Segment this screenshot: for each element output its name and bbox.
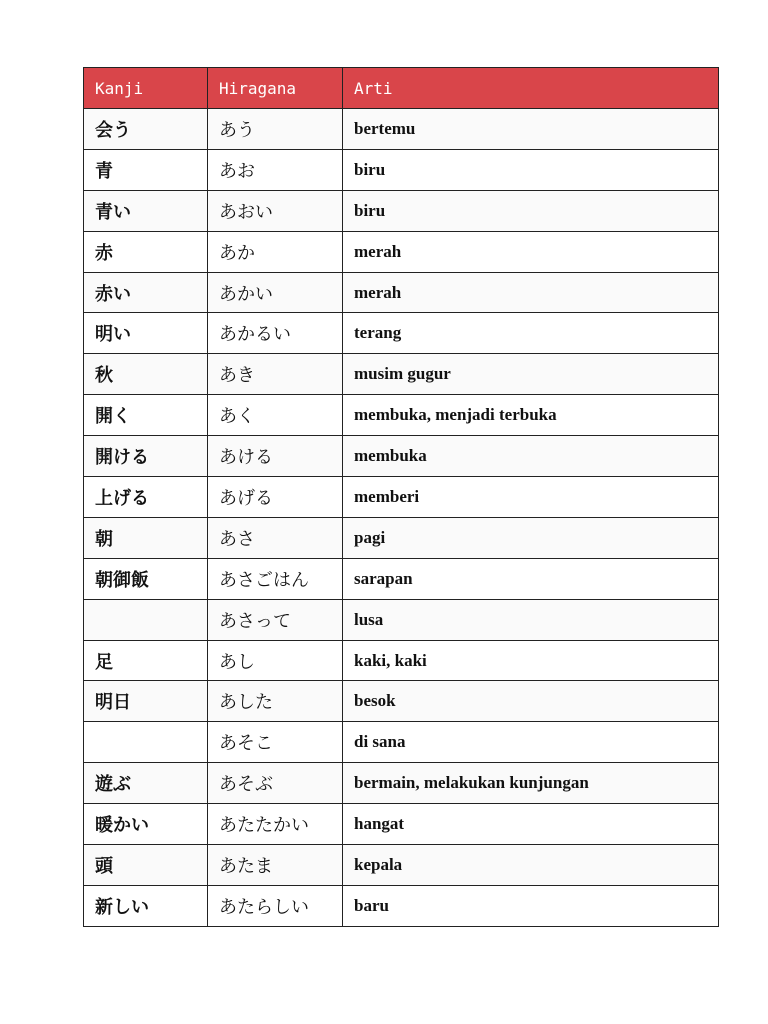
- arti-cell: bertemu: [343, 109, 719, 150]
- hiragana-cell: あお: [208, 149, 343, 190]
- kanji-cell: 明日: [84, 681, 208, 722]
- table-row: [84, 885, 719, 926]
- arti-cell: bermain, melakukan kunjungan: [343, 763, 719, 804]
- hiragana-cell: あける: [208, 436, 343, 477]
- kanji-cell: 暖かい: [84, 804, 208, 845]
- table-row: [84, 477, 719, 518]
- hiragana-cell: あたらしい: [208, 885, 343, 926]
- hiragana-cell: あかい: [208, 272, 343, 313]
- hiragana-cell: あし: [208, 640, 343, 681]
- hiragana-cell: あか: [208, 231, 343, 272]
- table-row: [84, 558, 719, 599]
- arti-cell: sarapan: [343, 558, 719, 599]
- hiragana-cell: あそぶ: [208, 763, 343, 804]
- kanji-cell: 上げる: [84, 477, 208, 518]
- kanji-cell: 頭: [84, 845, 208, 886]
- table-row: [84, 763, 719, 804]
- kanji-cell: 秋: [84, 354, 208, 395]
- header-row: [84, 68, 719, 109]
- table-row: [84, 109, 719, 150]
- kanji-cell: [84, 599, 208, 640]
- kanji-cell: 青い: [84, 190, 208, 231]
- arti-cell: membuka, menjadi terbuka: [343, 395, 719, 436]
- arti-cell: hangat: [343, 804, 719, 845]
- table-row: [84, 354, 719, 395]
- hiragana-cell: あさ: [208, 517, 343, 558]
- table-row: [84, 231, 719, 272]
- hiragana-cell: あそこ: [208, 722, 343, 763]
- kanji-cell: [84, 722, 208, 763]
- kanji-cell: 赤: [84, 231, 208, 272]
- table-row: [84, 149, 719, 190]
- kanji-cell: 赤い: [84, 272, 208, 313]
- header-kanji: Kanji: [84, 68, 208, 109]
- kanji-cell: 開ける: [84, 436, 208, 477]
- hiragana-cell: あげる: [208, 477, 343, 518]
- table-row: [84, 804, 719, 845]
- arti-cell: pagi: [343, 517, 719, 558]
- arti-cell: merah: [343, 231, 719, 272]
- hiragana-cell: あさごはん: [208, 558, 343, 599]
- header-hiragana: Hiragana: [208, 68, 343, 109]
- arti-cell: lusa: [343, 599, 719, 640]
- kanji-cell: 朝御飯: [84, 558, 208, 599]
- arti-cell: baru: [343, 885, 719, 926]
- arti-cell: memberi: [343, 477, 719, 518]
- table-header: [84, 68, 719, 109]
- table-body: [84, 109, 719, 927]
- hiragana-cell: あかるい: [208, 313, 343, 354]
- hiragana-cell: あさって: [208, 599, 343, 640]
- vocabulary-table: [83, 67, 719, 927]
- table-row: [84, 845, 719, 886]
- arti-cell: merah: [343, 272, 719, 313]
- table-row: [84, 681, 719, 722]
- table-row: [84, 599, 719, 640]
- kanji-cell: 新しい: [84, 885, 208, 926]
- hiragana-cell: あき: [208, 354, 343, 395]
- kanji-cell: 明い: [84, 313, 208, 354]
- hiragana-cell: あした: [208, 681, 343, 722]
- table-row: [84, 722, 719, 763]
- kanji-cell: 青: [84, 149, 208, 190]
- hiragana-cell: あう: [208, 109, 343, 150]
- table-row: [84, 395, 719, 436]
- kanji-cell: 遊ぶ: [84, 763, 208, 804]
- arti-cell: besok: [343, 681, 719, 722]
- kanji-cell: 会う: [84, 109, 208, 150]
- kanji-cell: 朝: [84, 517, 208, 558]
- hiragana-cell: あたま: [208, 845, 343, 886]
- kanji-cell: 開く: [84, 395, 208, 436]
- table-row: [84, 640, 719, 681]
- hiragana-cell: あたたかい: [208, 804, 343, 845]
- arti-cell: musim gugur: [343, 354, 719, 395]
- arti-cell: kepala: [343, 845, 719, 886]
- arti-cell: biru: [343, 190, 719, 231]
- arti-cell: di sana: [343, 722, 719, 763]
- header-arti: Arti: [343, 68, 719, 109]
- table-row: [84, 313, 719, 354]
- kanji-cell: 足: [84, 640, 208, 681]
- arti-cell: kaki, kaki: [343, 640, 719, 681]
- table-row: [84, 436, 719, 477]
- table-row: [84, 190, 719, 231]
- arti-cell: terang: [343, 313, 719, 354]
- table-row: [84, 272, 719, 313]
- hiragana-cell: あく: [208, 395, 343, 436]
- hiragana-cell: あおい: [208, 190, 343, 231]
- arti-cell: membuka: [343, 436, 719, 477]
- arti-cell: biru: [343, 149, 719, 190]
- table-row: [84, 517, 719, 558]
